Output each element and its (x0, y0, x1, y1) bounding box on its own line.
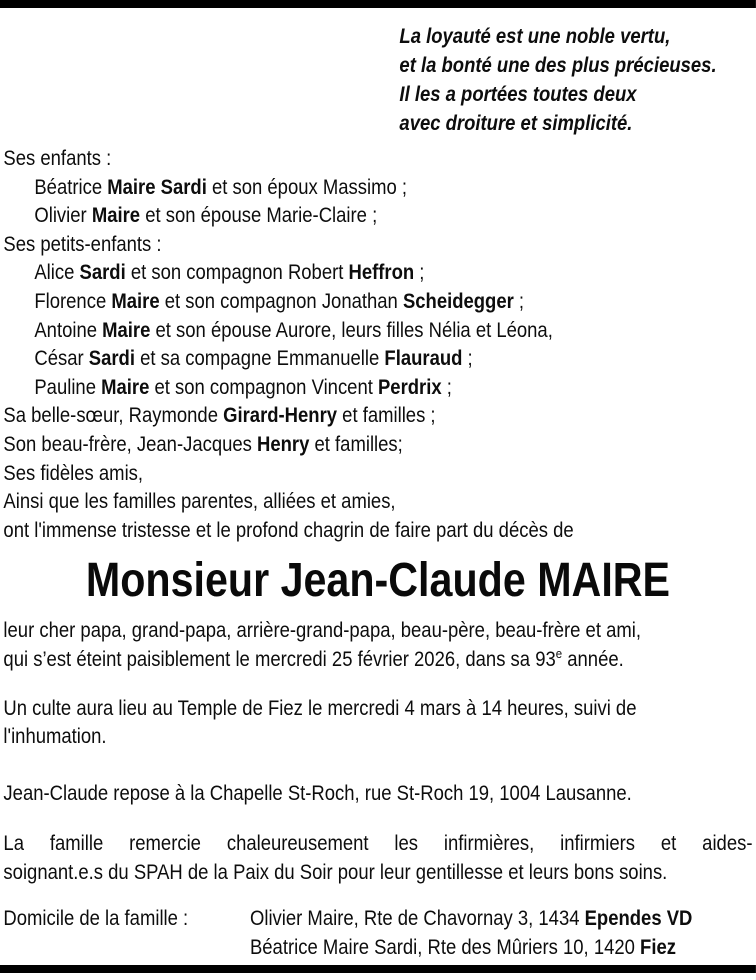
text-segment: soignant.e.s du SPAH de la Paix du Soir pour leur gentillesse et leurs bons soins. (3, 859, 668, 884)
text-segment: et familles ; (337, 403, 436, 428)
bottom-rule (0, 965, 756, 973)
text-segment: Olivier (34, 203, 92, 228)
family-line (3, 487, 752, 516)
text-segment: et son compagnon Vincent (149, 374, 378, 399)
text-segment: Henry (257, 431, 310, 456)
quote-line (399, 22, 755, 51)
text-segment: leur cher papa, grand-papa, arrière-grand-papa, beau-père, beau-frère et ami, (3, 618, 641, 643)
family-line (3, 173, 752, 202)
ceremony-line (3, 694, 752, 723)
thanks-line (3, 829, 752, 858)
text-segment: Ses fidèles amis, (3, 460, 144, 485)
ceremony-line (3, 722, 752, 751)
text-segment: ; (513, 288, 525, 313)
text-segment: Heffron (348, 260, 415, 285)
family-line (3, 201, 752, 230)
ceremony-paragraph (0, 694, 756, 751)
text-segment: Scheidegger (402, 288, 514, 313)
text-segment: Florence (34, 288, 112, 313)
family-line (3, 344, 752, 373)
repose-paragraph (0, 779, 756, 808)
family-line (3, 516, 752, 545)
family-line (3, 459, 752, 488)
address-line (250, 904, 753, 933)
text-segment: Jean-Claude repose à la Chapelle St-Roch, rue St-Roch 19, 1004 Lausanne. (3, 780, 632, 805)
text-segment: Maire Sardi (107, 174, 207, 199)
repose-line (3, 779, 752, 808)
family-line (3, 373, 752, 402)
text-segment: Ses enfants : (3, 146, 112, 170)
text-segment: ont l'immense tristesse et le profond chagrin de faire part du décès de (3, 517, 574, 542)
text-segment: Maire (91, 203, 141, 228)
text-segment: Sa belle-sœur, Raymonde (3, 403, 224, 428)
text-segment: Son beau-frère, Jean-Jacques (3, 431, 258, 456)
text-segment: et son épouse Aurore, leurs filles Nélia et Léona, (150, 317, 553, 342)
quote-line (399, 109, 755, 138)
top-rule (0, 0, 756, 8)
family-home-section (0, 904, 756, 961)
family-line (3, 287, 752, 316)
quote-line (399, 80, 755, 109)
text-segment: et son époux Massimo ; (206, 174, 408, 199)
text-segment: Ses petits-enfants : (3, 231, 162, 256)
domicile-label: Domicile de la famille : (3, 906, 189, 931)
family-line (3, 144, 752, 173)
text-segment: Girard-Henry (223, 403, 338, 428)
text-segment: Flauraud (384, 346, 463, 371)
text-segment: Antoine (34, 317, 103, 342)
text-segment: Olivier Maire, Rte de Chavornay 3, 1434 (249, 906, 585, 931)
text-segment: César (34, 346, 89, 371)
family-line (3, 316, 752, 345)
text-segment: e (555, 645, 563, 661)
text-segment: Alice (34, 260, 80, 285)
text-segment: et sa compagne Emmanuelle (134, 346, 385, 371)
text-segment: Sardi (79, 260, 126, 285)
text-segment: Fiez (640, 935, 676, 960)
text-segment: qui s’est éteint paisiblement le mercredi 25 février 2026, dans sa 93 (3, 646, 556, 671)
text-segment: Il les a portées toutes deux (399, 82, 637, 106)
text-segment: Maire (101, 374, 150, 399)
thanks-paragraph (0, 829, 756, 886)
text-segment: année. (562, 646, 624, 671)
domicile-addresses (250, 904, 753, 961)
text-segment: Ainsi que les familles parentes, alliées et amies, (3, 489, 396, 514)
text-segment: l'inhumation. (3, 724, 107, 749)
text-segment: et familles; (309, 431, 403, 456)
text-segment: Un culte aura lieu au Temple de Fiez le mercredi 4 mars à 14 heures, suivi de (3, 695, 637, 720)
text-segment: et son compagnon Robert (125, 260, 349, 285)
text-segment: Perdrix (377, 374, 442, 399)
text-segment: La famille remercie chaleureusement les infirmières, infirmiers et aides- (3, 831, 753, 856)
quote-line (399, 51, 755, 80)
family-line (3, 430, 752, 459)
text-segment: Béatrice (34, 174, 108, 199)
text-segment: La loyauté est une noble vertu, (399, 24, 671, 48)
text-segment: et son compagnon Jonathan (159, 288, 403, 313)
text-segment: Sardi (88, 346, 135, 371)
text-segment: Ependes VD (584, 906, 693, 931)
text-segment: Pauline (34, 374, 102, 399)
text-segment: et la bonté une des plus précieuses. (399, 53, 717, 77)
family-list (0, 144, 756, 544)
address-line (250, 933, 753, 962)
text-segment: Béatrice Maire Sardi, Rte des Mûriers 10, 1420 (249, 935, 641, 960)
thanks-line (3, 858, 752, 887)
intro-line (3, 616, 752, 645)
text-segment: ; (441, 374, 452, 399)
text-segment: avec droiture et simplicité. (399, 111, 633, 135)
intro-paragraph (0, 616, 756, 673)
family-line (3, 230, 752, 259)
text-segment: Maire (102, 317, 151, 342)
family-line (3, 258, 752, 287)
epitaph-quote (399, 22, 755, 138)
text-segment: ; (462, 346, 473, 371)
text-segment: et son épouse Marie-Claire ; (140, 203, 378, 228)
text-segment: ; (414, 260, 425, 285)
deceased-name: Monsieur Jean-Claude MAIRE (85, 554, 671, 608)
family-line (3, 401, 752, 430)
intro-line (3, 645, 752, 674)
text-segment: Maire (111, 288, 160, 313)
